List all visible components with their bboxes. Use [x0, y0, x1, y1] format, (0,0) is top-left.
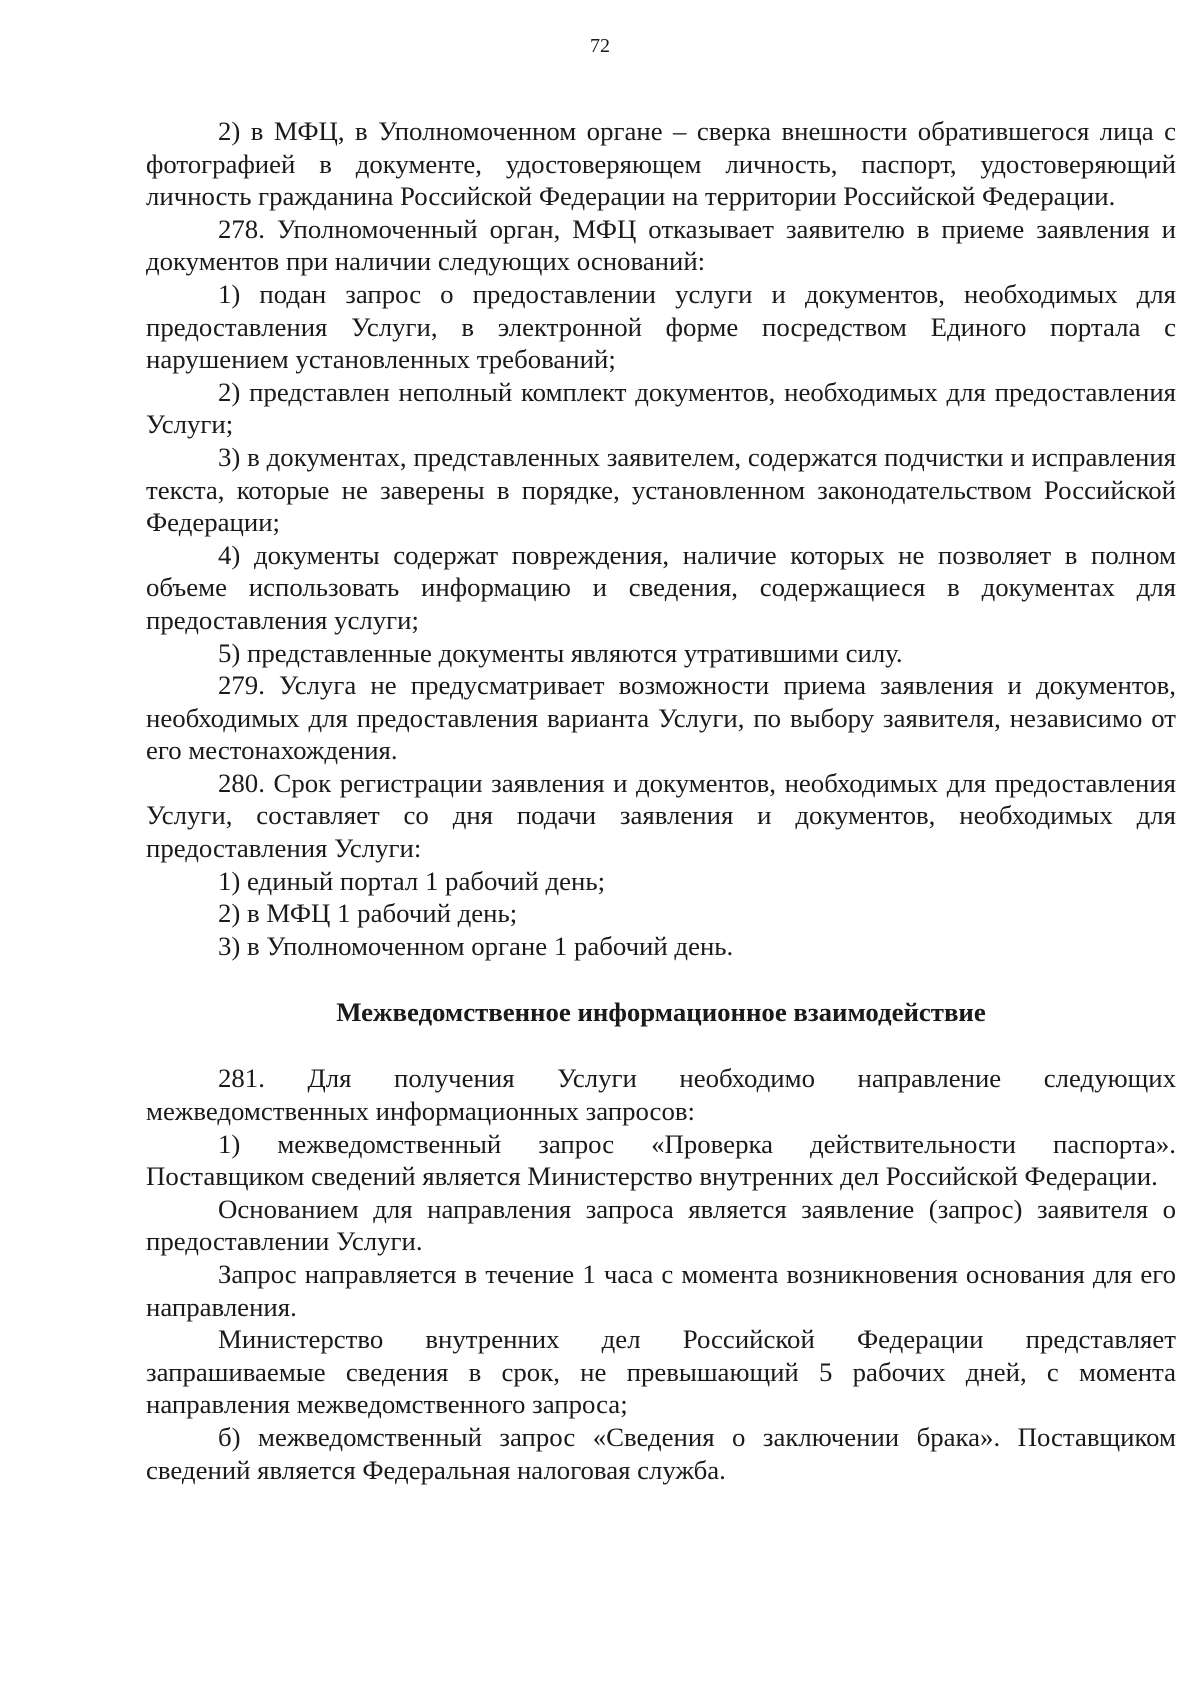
paragraph-identity-check: 2) в МФЦ, в Уполномоченном органе – сверка внешности обратившегося лица с фотографией в документе, удостоверяющем личность, паспорт, удостоверяющий личность гражданина Российской Федерации на территории Российской Федерации. — [146, 116, 1176, 212]
paragraph-278-item-5: 5) представленные документы являются утратившими силу. — [218, 637, 903, 668]
paragraph-281: 281. Для получения Услуги необходимо направление следующих межведомственных информационных запросов: — [146, 1063, 1176, 1127]
paragraph-280-item-2: 2) в МФЦ 1 рабочий день; — [218, 898, 518, 929]
paragraph-278-item-3: 3) в документах, представленных заявителем, содержатся подчистки и исправления текста, которые не заверены в порядке, установленном законодательством Российской Федерации; — [146, 441, 1176, 538]
paragraph-278-item-4: 4) документы содержат повреждения, наличие которых не позволяет в полном объеме использовать информацию и сведения, содержащиеся в документах для предоставления услуги; — [146, 539, 1176, 635]
paragraph-278-item-2: 2) представлен неполный комплект документов, необходимых для предоставления Услуги; — [146, 376, 1176, 440]
paragraph-request-basis: Основанием для направления запроса является заявление (запрос) заявителя о предоставлении Услуги. — [146, 1193, 1176, 1257]
paragraph-request-timing: Запрос направляется в течение 1 часа с момента возникновения основания для его направления. — [146, 1259, 1176, 1322]
paragraph-response-deadline: Министерство внутренних дел Российской Федерации представляет запрашиваемые сведения в срок, не превышающий 5 рабочих дней, с момента направления межведомственного запроса; — [146, 1324, 1176, 1420]
paragraph-278-refusal-grounds: 278. Уполномоченный орган, МФЦ отказывает заявителю в приеме заявления и документов при наличии следующих оснований: — [146, 213, 1176, 277]
paragraph-279: 279. Услуга не предусматривает возможности приема заявления и документов, необходимых для предоставления варианта Услуги, по выбору заявителя, независимо от его местонахождения. — [146, 670, 1176, 766]
paragraph-280: 280. Срок регистрации заявления и документов, необходимых для предоставления Услуги, составляет со дня подачи заявления и документов, необходимых для предоставления Услуги: — [146, 767, 1176, 864]
document-body — [146, 115, 1176, 1486]
paragraph-280-item-1: 1) единый портал 1 рабочий день; — [218, 865, 606, 896]
page-number: 72 — [590, 35, 610, 57]
paragraph-278-item-1: 1) подан запрос о предоставлении услуги и документов, необходимых для предоставления Услуги, в электронной форме посредством Единого портала с нарушением установленных требований; — [146, 278, 1176, 375]
paragraph-281-item-b: б) межведомственный запрос «Сведения о заключении брака». Поставщиком сведений является Федеральная налоговая служба. — [146, 1421, 1176, 1485]
section-heading: Межведомственное информационное взаимодействие — [336, 997, 986, 1028]
paragraph-281-item-1: 1) межведомственный запрос «Проверка действительности паспорта». Поставщиком сведений является Министерство внутренних дел Российской Федерации. — [146, 1128, 1176, 1192]
paragraph-280-item-3: 3) в Уполномоченном органе 1 рабочий день. — [218, 930, 734, 961]
